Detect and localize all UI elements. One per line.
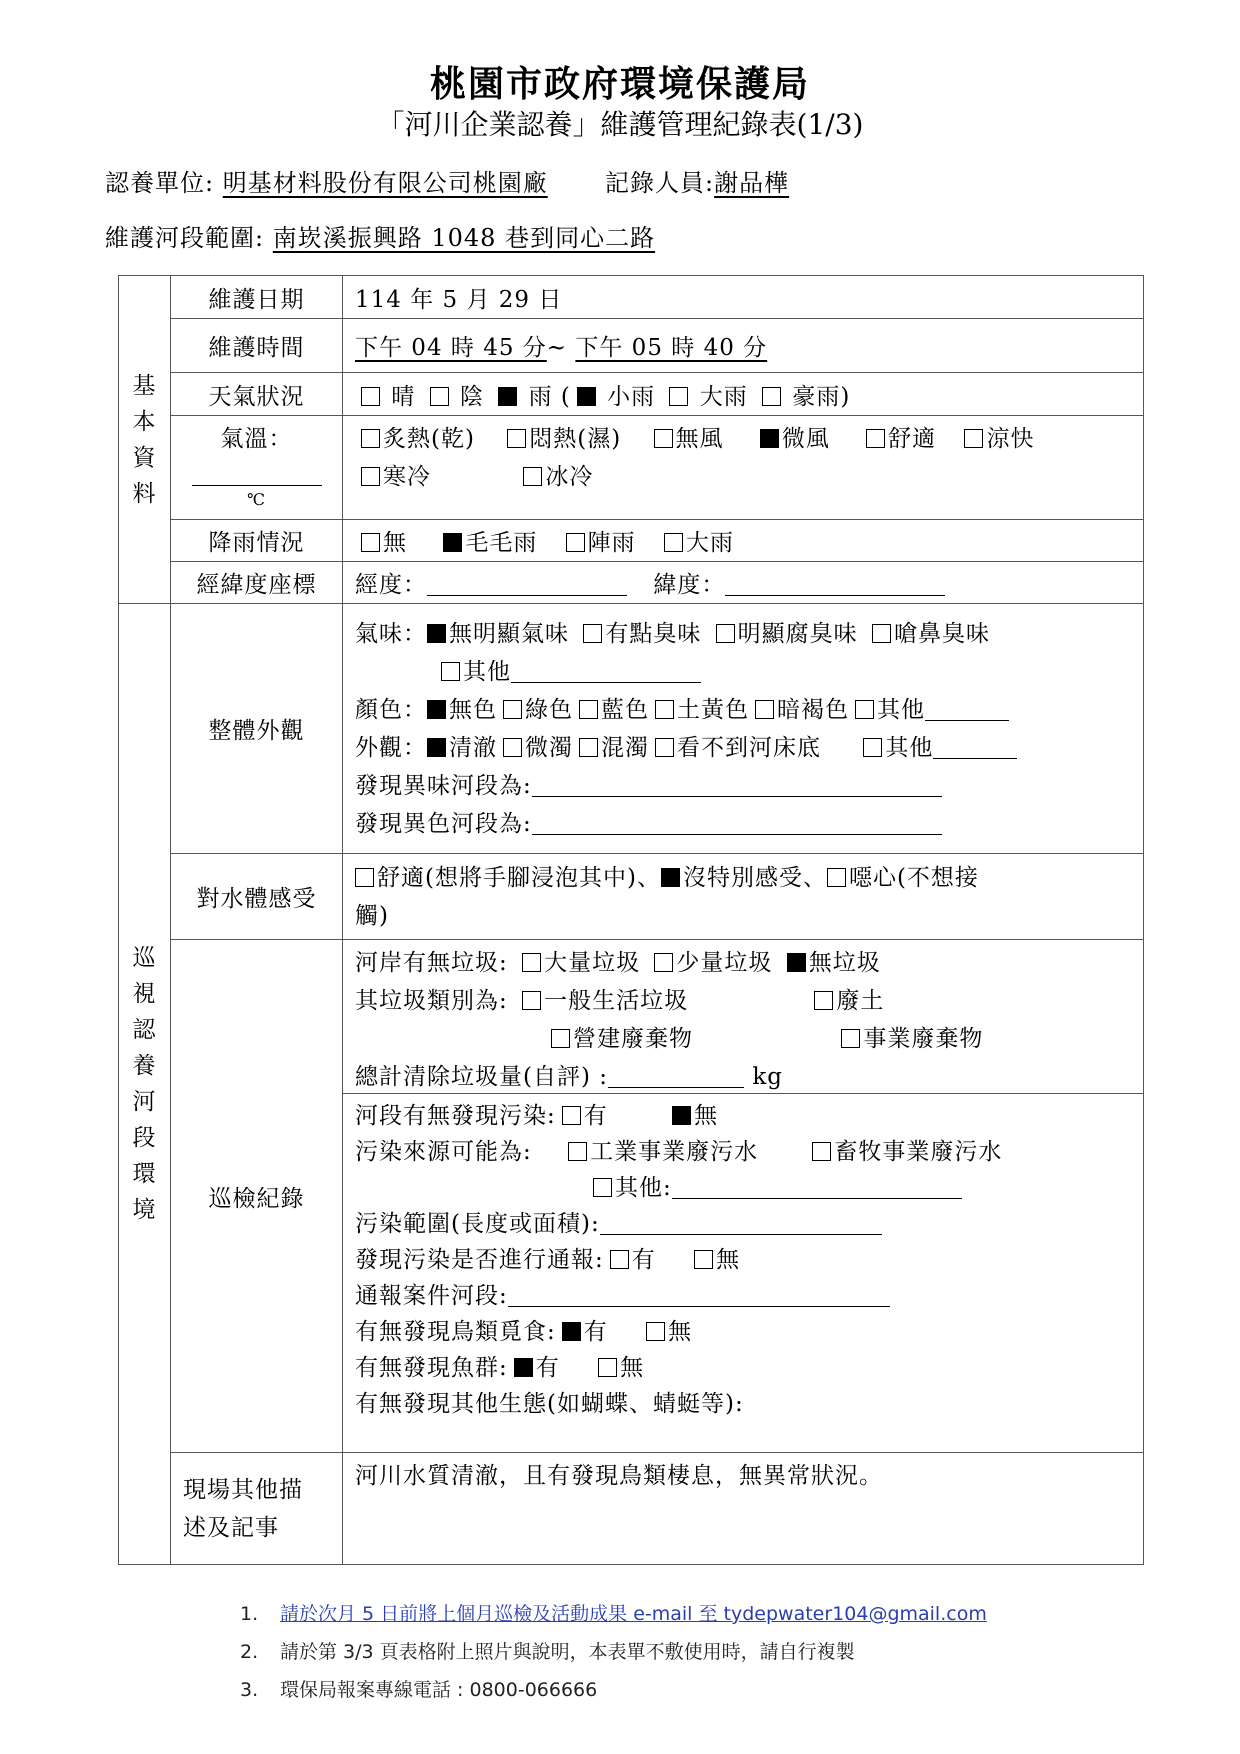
weather-label: 天氣狀況 (171, 373, 343, 416)
checkbox-light-rain[interactable] (577, 387, 596, 406)
color-other-input[interactable] (925, 694, 1009, 721)
range-label: 維護河段範圍: (105, 224, 265, 252)
record-table (118, 275, 1144, 1565)
scope-input[interactable] (600, 1208, 882, 1235)
checkbox-pollution-no[interactable] (672, 1106, 691, 1125)
checkbox-cold[interactable] (361, 467, 380, 486)
appearance-label: 整體外觀 (171, 604, 343, 854)
checkbox-rain-heavy[interactable] (664, 533, 683, 552)
info-unit-line (105, 163, 789, 198)
recorder-value[interactable]: 謝品樺 (714, 169, 790, 197)
time-value[interactable]: 下午 04 時 45 分~ 下午 05 時 40 分 (343, 319, 1144, 373)
coord-label: 經緯度座標 (171, 562, 343, 604)
checkbox-trash-general[interactable] (522, 991, 541, 1010)
time-start[interactable]: 下午 04 時 45 分 (355, 335, 547, 361)
checkbox-trash-construction[interactable] (551, 1029, 570, 1048)
checkbox-look-other[interactable] (863, 738, 882, 757)
checkbox-color-other[interactable] (855, 700, 874, 719)
note-item: 3. 環保局報案專線電話 : 0800-066666 (240, 1679, 598, 1701)
checkbox-trash-soil[interactable] (814, 991, 833, 1010)
temperature-input[interactable] (192, 459, 322, 486)
checkbox-nowind[interactable] (654, 429, 673, 448)
checkbox-shower[interactable] (566, 533, 585, 552)
time-label: 維護時間 (171, 319, 343, 373)
note-item: 2. 請於第 3/3 頁表格附上照片與說明，本表單不敷使用時，請自行複製 (240, 1641, 855, 1663)
checkbox-color-blue[interactable] (579, 700, 598, 719)
record-content (343, 940, 1144, 1453)
coord-values (343, 562, 1144, 604)
report-section-input[interactable] (508, 1280, 890, 1307)
odor-section-input[interactable] (532, 770, 942, 797)
feel-options: 舒適(想將手腳浸泡其中)、 沒特別感受、 噁心(不想接 觸) (343, 854, 1144, 940)
checkbox-odor-rotten[interactable] (716, 624, 735, 643)
feel-label: 對水體感受 (171, 854, 343, 940)
checkbox-source-industry[interactable] (568, 1142, 587, 1161)
checkbox-rain[interactable] (498, 387, 517, 406)
note-email-link[interactable]: 請於次月 5 日前將上個月巡檢及活動成果 e-mail 至 tydepwater104@gmail.com (280, 1603, 987, 1625)
checkbox-color-green[interactable] (503, 700, 522, 719)
unit-label: 認養單位: (105, 169, 215, 197)
checkbox-storm[interactable] (762, 387, 781, 406)
unit-value[interactable]: 明基材料股份有限公司桃園廠 (222, 169, 548, 197)
checkbox-rain-none[interactable] (361, 533, 380, 552)
checkbox-trash-much[interactable] (522, 953, 541, 972)
checkbox-odor-none[interactable] (427, 624, 446, 643)
source-other-input[interactable] (672, 1172, 962, 1199)
checkbox-hot[interactable] (361, 429, 380, 448)
color-section-input[interactable] (532, 808, 942, 835)
checkbox-birds-yes[interactable] (562, 1322, 581, 1341)
form-subtitle: 「河川企業認養」維護管理紀錄表(1/3) (376, 108, 864, 141)
pollution-block: 河段有無發現污染: 有 無 污染來源可能為: 工業事業廢污水 畜牧事業廢污水 其他: 污染範圍(長度或面積): 發現污染是否進行通報: 有 無 通報案件河段: 有無發現鳥類覓食: 有 無 有無發現魚群: 有 無 有無發現其他生態(如蝴蝶、蜻蜓等): (355, 1103, 1003, 1417)
weather-options: 晴 陰 雨 ( 小雨 大雨 豪雨) (343, 373, 1144, 416)
date-value[interactable]: 114 年 5 月 29 日 (343, 276, 1144, 319)
checkbox-feel-none[interactable] (661, 868, 680, 887)
checkbox-trash-none[interactable] (787, 953, 806, 972)
record-label: 巡檢紀錄 (171, 940, 343, 1453)
latitude-input[interactable] (725, 569, 945, 596)
trash-block: 河岸有無垃圾: 大量垃圾 少量垃圾 無垃圾 其垃圾類別為: 一般生活垃圾 廢土 營建廢棄物 事業廢棄物 總計清除垃圾量(自評) : kg (343, 940, 1143, 1094)
rain-label: 降雨情況 (171, 520, 343, 562)
category-patrol: 巡 視 認 養 河 段 環 境 (119, 604, 171, 1565)
checkbox-cloudy[interactable] (430, 387, 449, 406)
latitude-label: 緯度： (653, 572, 726, 598)
checkbox-sunny[interactable] (361, 387, 380, 406)
checkbox-color-yellow[interactable] (655, 700, 674, 719)
checkbox-breeze[interactable] (760, 429, 779, 448)
longitude-label: 經度： (355, 572, 427, 598)
checkbox-color-none[interactable] (427, 700, 446, 719)
checkbox-source-other[interactable] (593, 1178, 612, 1197)
note-item: 1. 請於次月 5 日前將上個月巡檢及活動成果 e-mail 至 tydepwater104@gmail.com (240, 1603, 987, 1625)
checkbox-feel-comfort[interactable] (355, 868, 374, 887)
rain-options: 無 毛毛雨 陣雨 大雨 (343, 520, 1144, 562)
appearance-options: 氣味： 無明顯氣味 有點臭味 明顯腐臭味 嗆鼻臭味 其他 顏色： 無色 綠色 藍色 土黃色 暗褐色 其他 外觀： 清澈 微濁 混濁 看不到河床底 其他 發現異味河段為: 發現異色河段為: (343, 604, 1144, 854)
temperature-label: 氣溫： (220, 426, 293, 452)
temperature-options: 炙熱(乾) 悶熱(濕) 無風 微風 舒適 涼快 寒冷 冰冷 (343, 416, 1144, 520)
checkbox-pollution-yes[interactable] (562, 1106, 581, 1125)
recorder-label: 記錄人員: (605, 169, 715, 197)
category-basic: 基 本 資 料 (119, 276, 171, 604)
checkbox-look-nobed[interactable] (655, 738, 674, 757)
checkbox-report-no[interactable] (694, 1250, 713, 1269)
checkbox-birds-no[interactable] (646, 1322, 665, 1341)
checkbox-source-livestock[interactable] (812, 1142, 831, 1161)
checkbox-feel-disgust[interactable] (827, 868, 846, 887)
checkbox-drizzle[interactable] (443, 533, 462, 552)
checkbox-look-turbid[interactable] (579, 738, 598, 757)
checkbox-heavy-rain[interactable] (669, 387, 688, 406)
checkbox-odor-pungent[interactable] (872, 624, 891, 643)
checkbox-comfort[interactable] (866, 429, 885, 448)
checkbox-icy[interactable] (523, 467, 542, 486)
checkbox-fish-yes[interactable] (514, 1358, 533, 1377)
checkbox-report-yes[interactable] (610, 1250, 629, 1269)
temperature-unit: ℃ (247, 490, 266, 509)
checkbox-trash-little[interactable] (654, 953, 673, 972)
date-label: 維護日期 (171, 276, 343, 319)
checkbox-fish-no[interactable] (598, 1358, 617, 1377)
checkbox-trash-business[interactable] (841, 1029, 860, 1048)
range-value[interactable]: 南崁溪振興路 1048 巷到同心二路 (272, 224, 656, 252)
odor-other-input[interactable] (511, 656, 701, 683)
checkbox-cool[interactable] (964, 429, 983, 448)
checkbox-look-clear[interactable] (427, 738, 446, 757)
other-label: 現場其他描 述及記事 (171, 1453, 343, 1565)
checkbox-look-slight[interactable] (503, 738, 522, 757)
notes-list (240, 1595, 987, 1709)
other-notes[interactable]: 河川水質清澈，且有發現鳥類棲息，無異常狀況。 (343, 1453, 1144, 1565)
time-end[interactable]: 下午 05 時 40 分 (575, 335, 768, 361)
page-title: 桃園市政府環境保護局 (429, 63, 810, 105)
checkbox-humid[interactable] (507, 429, 526, 448)
checkbox-color-brown[interactable] (755, 700, 774, 719)
look-other-input[interactable] (933, 732, 1017, 759)
checkbox-odor-other[interactable] (441, 662, 460, 681)
trash-total-input[interactable] (608, 1061, 744, 1088)
longitude-input[interactable] (427, 569, 627, 596)
temperature-label-cell (171, 416, 343, 520)
checkbox-odor-slight[interactable] (583, 624, 602, 643)
info-range-line (105, 218, 655, 253)
